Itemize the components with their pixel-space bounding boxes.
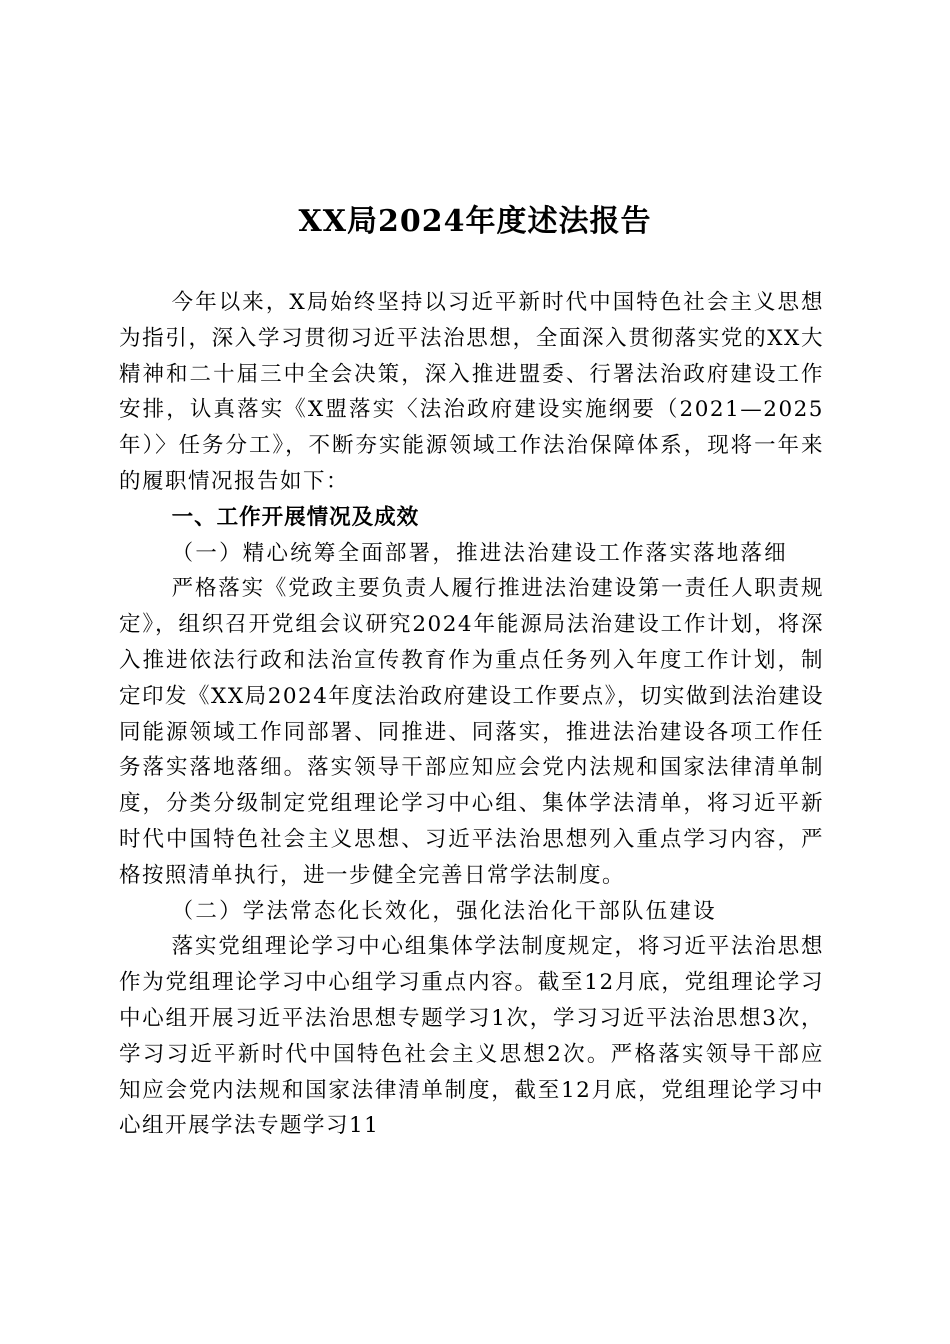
body-paragraph-2: 落实党组理论学习中心组集体学法制度规定，将习近平法治思想作为党组理论学习中心组学习重点内容。截至12月底，党组理论学习中心组开展习近平法治思想专题学习1次，学习习近平法治思想3次，学习习近平新时代中国特色社会主义思想2次。严格落实领导干部应知应会党内法规和国家法律清单制度，截至12月底，党组理论学习中心组开展学法专题学习11 [119, 934, 824, 1139]
subsection-heading-2: （二）学法常态化长效化，强化法治化干部队伍建设 [171, 898, 717, 924]
document-title: XX局2024年度述法报告 [298, 204, 652, 239]
subsection-heading-1: （一）精心统筹全面部署，推进法治建设工作落实落地落细 [171, 540, 788, 566]
document-body [119, 285, 824, 1144]
body-paragraph-1: 严格落实《党政主要负责人履行推进法治建设第一责任人职责规定》，组织召开党组会议研究2024年能源局法治建设工作计划，将深入推进依法行政和法治宣传教育作为重点任务列入年度工作计划，制定印发《XX局2024年度法治政府建设工作要点》，切实做到法治建设同能源领域工作同部署、同推进、同落实，推进法治建设各项工作任务落实落地落细。落实领导干部应知应会党内法规和国家法律清单制度，分类分级制定党组理论学习中心组、集体学法清单，将习近平新时代中国特色社会主义思想、习近平法治思想列入重点学习内容，严格按照清单执行，进一步健全完善日常学法制度。 [119, 576, 824, 888]
intro-paragraph: 今年以来，X局始终坚持以习近平新时代中国特色社会主义思想为指引，深入学习贯彻习近平法治思想，全面深入贯彻落实党的XX大精神和二十届三中全会决策，深入推进盟委、行署法治政府建设工作安排，认真落实《X盟落实〈法治政府建设实施纲要（2021—2025年）〉任务分工》，不断夯实能源领域工作法治保障体系，现将一年来的履职情况报告如下： [119, 290, 824, 494]
section-heading-1: 一、工作开展情况及成效 [171, 504, 420, 530]
